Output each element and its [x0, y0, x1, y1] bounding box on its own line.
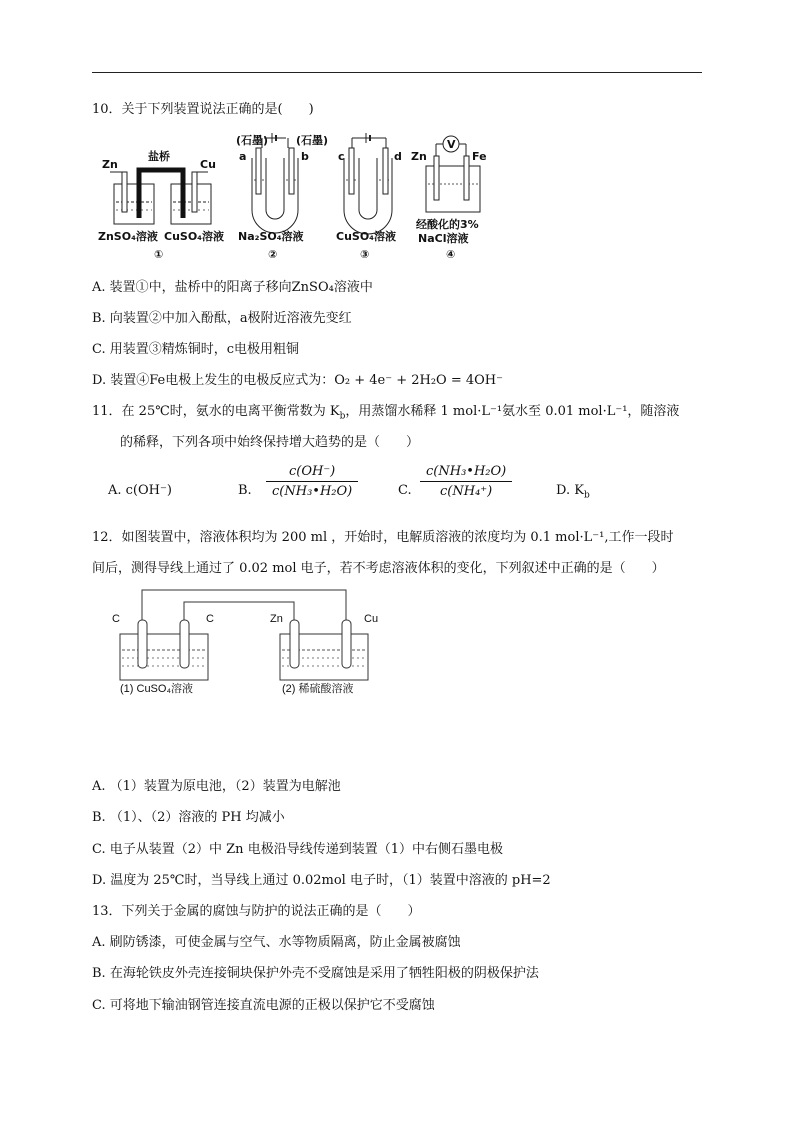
d2-graphite-right: (石墨) — [296, 134, 329, 147]
q12-c2-label: C — [206, 613, 214, 625]
q10-figure — [96, 128, 496, 264]
d1-sol-right: CuSO₄溶液 — [164, 230, 224, 243]
device-1-salt-bridge — [98, 149, 224, 261]
d4-fe: Fe — [472, 150, 487, 163]
header-rule — [92, 72, 702, 73]
d2-num: ② — [268, 248, 278, 261]
d4-sol1: 经酸化的3% — [416, 218, 479, 231]
q11-option-b-label: B. — [238, 483, 252, 498]
q13-option-c: C. 可将地下输油钢管连接直流电源的正极以保护它不受腐蚀 — [92, 998, 435, 1013]
q11-b-denominator: c(NH₃•H₂O) — [272, 484, 353, 499]
q11-stem-part1: 11．在 25℃时，氨水的电离平衡常数为 K — [92, 404, 340, 419]
device-4-voltmeter-cell — [411, 136, 487, 261]
q10-option-d: D. 装置④Fe电极上发生的电极反应式为：O₂ + 4e⁻ + 2H₂O = 4OH⁻ — [92, 373, 503, 388]
d4-num: ④ — [446, 248, 456, 261]
d1-sol-left: ZnSO₄溶液 — [98, 230, 158, 243]
q11-b-numerator: c(OH⁻) — [266, 464, 358, 482]
q10-option-a: A. 装置①中，盐桥中的阳离子移向ZnSO₄溶液中 — [92, 280, 373, 295]
d2-sol: Na₂SO₄溶液 — [238, 230, 304, 243]
q12-cu-label: Cu — [364, 613, 379, 625]
d2-b: b — [301, 150, 309, 163]
q12-sol1-label: (1) CuSO₄溶液 — [120, 683, 193, 695]
q11-option-a: A. c(OH⁻) — [108, 483, 172, 498]
q12-figure — [104, 586, 394, 698]
q10-stem: 10．关于下列装置说法正确的是( ) — [92, 102, 314, 117]
q12-stem-line2: 间后，测得导线上通过了 0.02 mol 电子，若不考虑溶液体积的变化，下列叙述中正确的是（ ） — [92, 561, 665, 576]
q12-option-d: D. 温度为 25℃时，当导线上通过 0.02mol 电子时，（1）装置中溶液的 pH=2 — [92, 873, 551, 888]
d2-a: a — [239, 150, 247, 163]
voltmeter-icon: V — [447, 138, 456, 151]
d1-cu-label: Cu — [200, 158, 216, 171]
q11-d-sub: b — [583, 490, 590, 501]
d3-sol: CuSO₄溶液 — [336, 230, 396, 243]
q11-kb-sub: b — [339, 411, 346, 422]
d1-num: ① — [154, 248, 164, 261]
d3-c: c — [338, 150, 345, 163]
d1-bridge-label: 盐桥 — [148, 150, 170, 163]
q12-option-c: C. 电子从装置（2）中 Zn 电极沿导线传递到装置（1）中右侧石墨电极 — [92, 842, 503, 857]
q11-stem-line2: 的稀释，下列各项中始终保持增大趋势的是（ ） — [120, 435, 420, 450]
q11-option-c-fraction — [420, 464, 512, 499]
q13-stem: 13．下列关于金属的腐蚀与防护的说法正确的是（ ） — [92, 904, 421, 919]
q12-option-b: B. （1）、（2）溶液的 PH 均减小 — [92, 810, 285, 825]
q11-stem-part2: ，用蒸馏水稀释 1 mol·L⁻¹氨水至 0.01 mol·L⁻¹，随溶液 — [345, 404, 680, 419]
d4-zn: Zn — [411, 150, 427, 163]
q12-sol2-label: (2) 稀硫酸溶液 — [282, 683, 354, 695]
d4-sol2: NaCl溶液 — [418, 232, 469, 245]
q10-option-b: B. 向装置②中加入酚酞，a极附近溶液先变红 — [92, 311, 352, 326]
q11-c-numerator: c(NH₃•H₂O) — [420, 464, 512, 482]
q12-option-a: A. （1）装置为原电池，（2）装置为电解池 — [92, 779, 341, 794]
q11-option-b-fraction — [266, 464, 358, 499]
d3-num: ③ — [360, 248, 370, 261]
q11-stem-line1 — [92, 403, 679, 426]
q12-stem-line1: 12．如图装置中，溶液体积均为 200 ml ，开始时，电解质溶液的浓度均为 0.1 mol·L⁻¹,工作一段时 — [92, 530, 674, 545]
q11-d-text: D. K — [556, 483, 584, 498]
q11-option-d — [556, 482, 590, 505]
q12-c1-label: C — [112, 613, 120, 625]
q13-option-a: A. 刷防锈漆，可使金属与空气、水等物质隔离，防止金属被腐蚀 — [92, 935, 461, 950]
device-3-u-tube — [336, 133, 402, 261]
device-2-u-tube — [236, 133, 328, 261]
q11-option-c-label: C. — [398, 483, 412, 498]
d2-graphite-left: (石墨) — [236, 134, 269, 147]
q12-zn-label: Zn — [270, 613, 283, 625]
q10-option-c: C. 用装置③精炼铜时，c电极用粗铜 — [92, 342, 300, 357]
q13-option-b: B. 在海轮铁皮外壳连接铜块保护外壳不受腐蚀是采用了牺牲阳极的阴极保护法 — [92, 966, 539, 981]
q11-c-denominator: c(NH₄⁺) — [440, 484, 493, 499]
d1-zn-label: Zn — [102, 158, 118, 171]
d3-d: d — [394, 150, 402, 163]
